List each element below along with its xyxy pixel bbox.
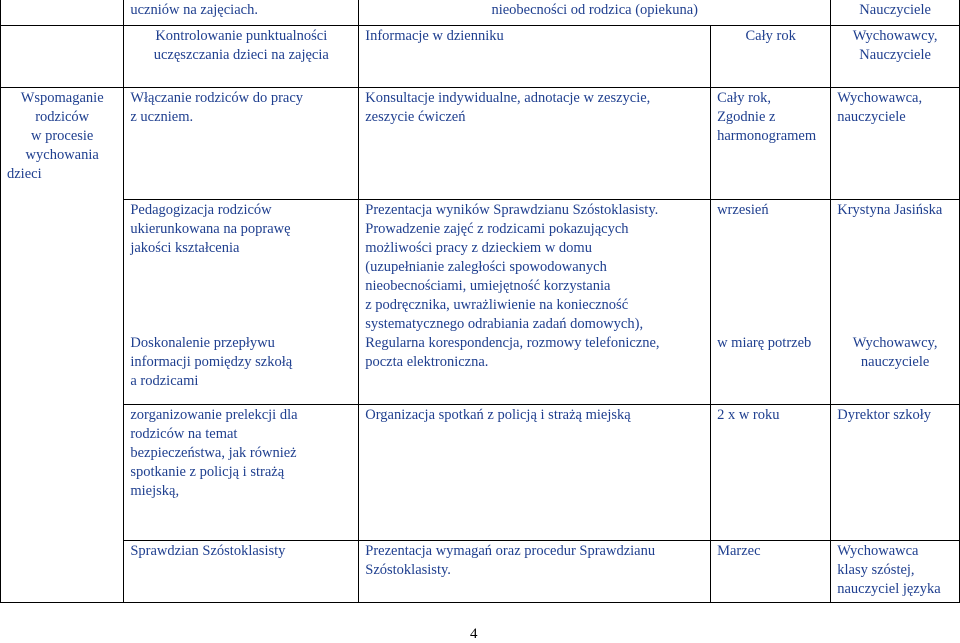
term-cell: Marzec — [711, 540, 831, 602]
term-cell: Cały rok, Zgodnie z harmonogramem — [711, 87, 831, 199]
table-row — [1, 540, 960, 602]
activity-cell: Pedagogizacja rodziców ukierunkowana na poprawę jakości kształcenia Doskonalenie przepływu informacji pomiędzy szkołą a rodzicami — [124, 199, 359, 404]
term-cell: 2 x w roku — [711, 404, 831, 540]
activity-cell: Sprawdzian Szóstoklasisty — [124, 540, 359, 602]
activity-cell: Kontrolowanie punktualności uczęszczania dzieci na zajęcia — [124, 25, 359, 87]
responsible-cell: Dyrektor szkoły — [831, 404, 960, 540]
responsible-cell: Krystyna Jasińska Wychowawcy, nauczyciele — [831, 199, 960, 404]
term-cell: wrzesień w miarę potrzeb — [711, 199, 831, 404]
method-cell: Prezentacja wyników Sprawdzianu Szóstoklasisty. Prowadzenie zajęć z rodzicami pokazujących możliwości pracy z dzieckiem w domu (uzupełnianie zaległości spowodowanych nieobecnościami, umiejętność korzystania z podręcznika, uwrażliwienie na konieczność systematycznego odrabiania zadań domowych), Regularna korespondencja, rozmowy telefoniczne, poczta elektroniczna. — [359, 199, 711, 404]
table-row — [1, 404, 960, 540]
area-cell — [1, 0, 124, 25]
area-cell — [1, 25, 124, 87]
responsible-cell: Nauczyciele — [831, 0, 960, 25]
table-row — [1, 87, 960, 199]
table-row — [1, 25, 960, 87]
activity-cell: zorganizowanie prelekcji dla rodziców na temat bezpieczeństwa, jak również spotkanie z policją i strażą miejską, — [124, 404, 359, 540]
table-row — [1, 199, 960, 404]
table-row — [1, 0, 960, 25]
activity-cell: Włączanie rodziców do pracy z uczniem. — [124, 87, 359, 199]
page-number: 4 — [470, 626, 478, 642]
responsible-cell: Wychowawca klasy szóstej, nauczyciel języka — [831, 540, 960, 602]
activity-cell: uczniów na zajęciach. — [124, 0, 359, 25]
method-cell: nieobecności od rodzica (opiekuna) — [359, 0, 831, 25]
method-cell: Prezentacja wymagań oraz procedur Sprawdzianu Szóstoklasisty. — [359, 540, 711, 602]
responsible-cell: Wychowawcy, Nauczyciele — [831, 25, 960, 87]
method-cell: Organizacja spotkań z policją i strażą miejską — [359, 404, 711, 540]
method-cell: Konsultacje indywidualne, adnotacje w zeszycie, zeszycie ćwiczeń — [359, 87, 711, 199]
responsible-cell: Wychowawca, nauczyciele — [831, 87, 960, 199]
term-cell: Cały rok — [711, 25, 831, 87]
method-cell: Informacje w dzienniku — [359, 25, 711, 87]
area-cell: Wspomaganie rodziców w procesie wychowania dzieci — [1, 87, 124, 602]
